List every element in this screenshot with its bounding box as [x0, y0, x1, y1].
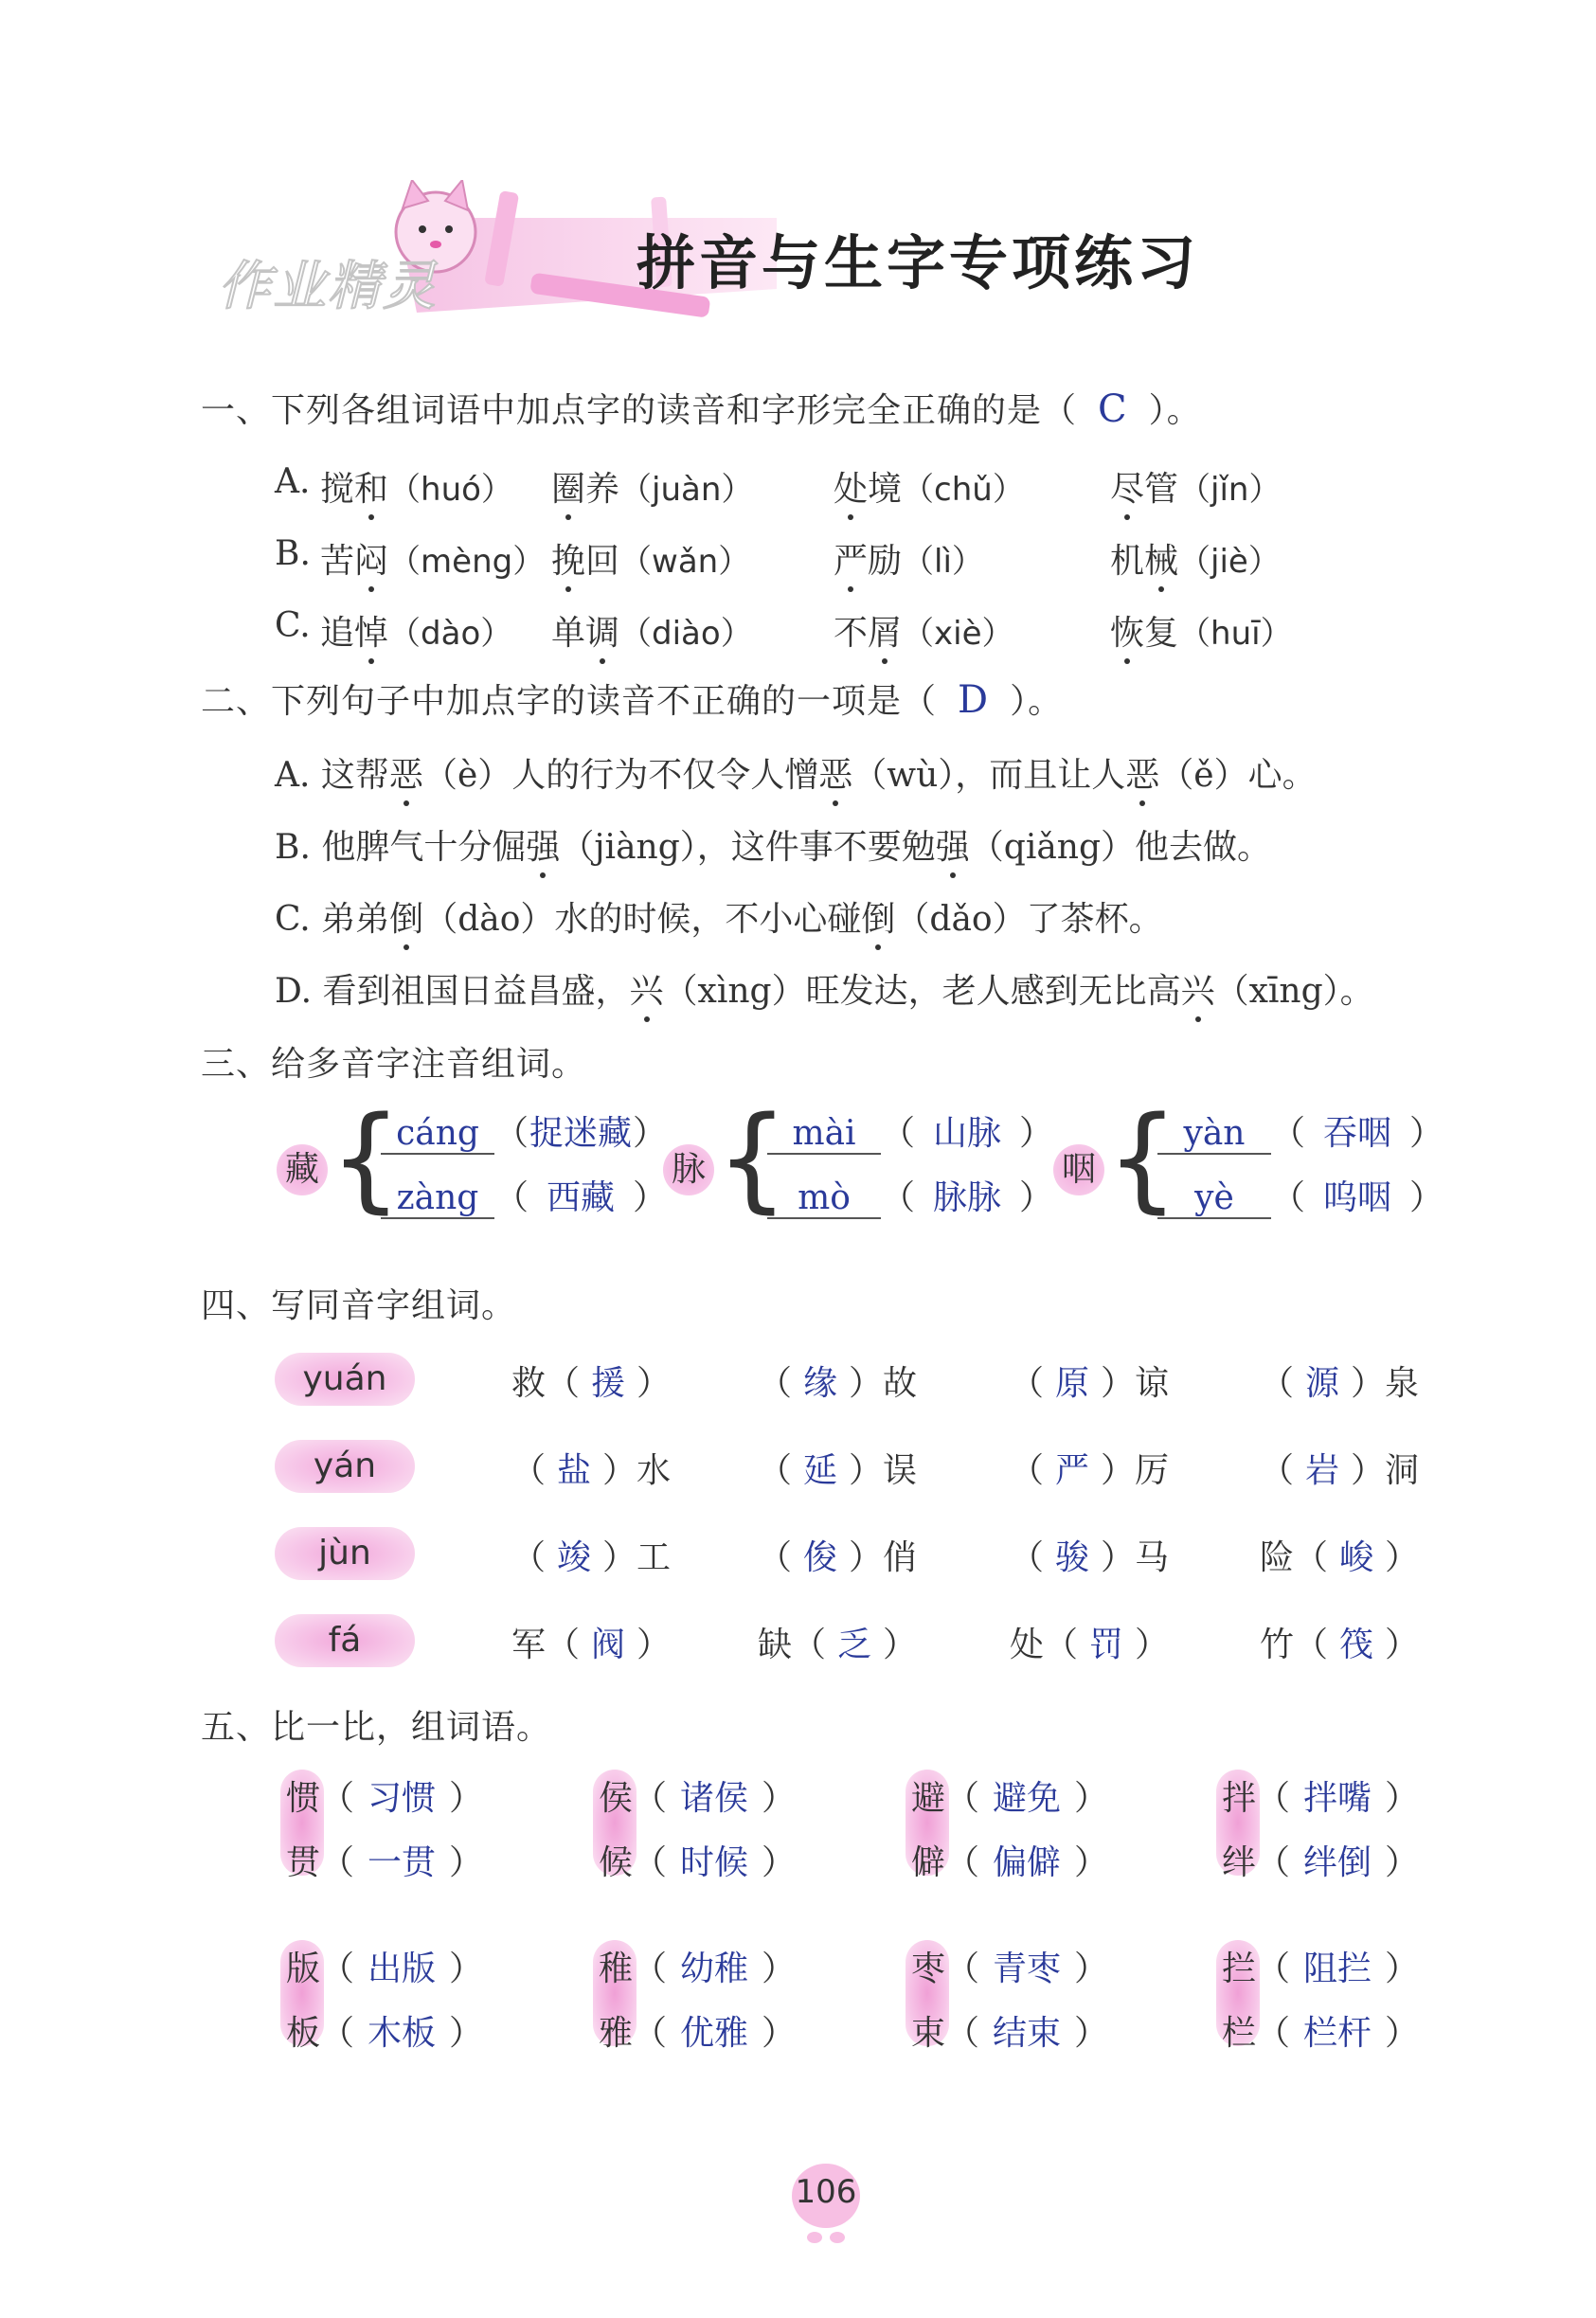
q3-line — [1157, 1171, 1444, 1219]
paren-close: ） — [1385, 1843, 1420, 1882]
q2-prompt: 二、下列句子中加点字的读音不正确的一项是（ D ）。 — [201, 678, 1064, 722]
paren-open: （ — [881, 1114, 916, 1153]
q5-line — [911, 2006, 1108, 2055]
dotted-char: 恢 — [1110, 606, 1144, 655]
q4-cell — [511, 1357, 671, 1405]
word-answer: 绊倒 — [1303, 1843, 1372, 1882]
cell-post: ）误 — [849, 1451, 918, 1490]
compare-char: 候 — [599, 1843, 634, 1882]
compare-char: 束 — [911, 2014, 946, 2053]
pinyin: （mèng） — [388, 543, 546, 581]
brace-icon: { — [1106, 1093, 1179, 1225]
q5-line — [599, 1836, 796, 1884]
q4-cell — [758, 1444, 917, 1492]
paren-close: ） — [1074, 1950, 1109, 1988]
q5-line — [1222, 2006, 1419, 2055]
brace-icon: { — [330, 1093, 403, 1225]
paren-open: （ — [494, 1114, 529, 1153]
q5-line — [1222, 1942, 1419, 1990]
q4-prompt: 四、写同音字组词。 — [201, 1286, 517, 1325]
word-post: 回 — [585, 542, 620, 581]
cell-pre: （ — [1010, 1451, 1045, 1490]
paren-close: ） — [1074, 1779, 1109, 1818]
paren-open: （ — [1256, 1843, 1291, 1882]
q5-line — [1222, 1771, 1419, 1820]
paren-close: ） — [762, 2014, 797, 2053]
q3-line — [381, 1171, 667, 1219]
cell-answer: 俊 — [803, 1538, 838, 1577]
q1-word — [1110, 606, 1293, 655]
pinyin-answer: zàng — [381, 1178, 494, 1219]
q5-line — [599, 1942, 796, 1990]
q4-cell — [1010, 1618, 1169, 1666]
word-answer: 避免 — [993, 1779, 1062, 1818]
cell-answer: 严 — [1055, 1451, 1090, 1490]
cell-answer: 竣 — [557, 1538, 592, 1577]
q2-answer: D — [958, 678, 990, 722]
paren-open: （ — [633, 1843, 668, 1882]
word-post: 养 — [585, 470, 620, 509]
paren-close: ） — [1409, 1178, 1444, 1217]
pinyin-pill: yán — [275, 1440, 415, 1493]
word-pre: 搅 — [320, 470, 355, 509]
cell-answer: 原 — [1055, 1364, 1090, 1403]
word-answer: 栏杆 — [1303, 2014, 1372, 2053]
word-answer: 脉脉 — [933, 1178, 1002, 1217]
paren-close: ） — [762, 1843, 797, 1882]
cell-pre: （ — [1260, 1451, 1295, 1490]
cell-pre: 竹（ — [1260, 1626, 1329, 1664]
q4-cell — [511, 1618, 671, 1666]
pinyin: （jiè） — [1178, 543, 1281, 581]
q5-line — [599, 1771, 796, 1820]
word-answer: 青枣 — [993, 1950, 1062, 1988]
dotted-char: 械 — [1144, 534, 1178, 583]
polyphone-char: 藏 — [277, 1144, 328, 1195]
cell-pre: （ — [1010, 1538, 1045, 1577]
dotted-char: 调 — [585, 606, 619, 655]
cell-pre: （ — [758, 1364, 793, 1403]
q4-cell — [1260, 1357, 1419, 1405]
paren-open: （ — [320, 2014, 355, 2053]
q4-cell — [511, 1444, 671, 1492]
compare-char: 稚 — [599, 1950, 634, 1988]
cell-pre: （ — [511, 1451, 547, 1490]
compare-char: 雅 — [599, 2014, 634, 2053]
word-answer: 偏僻 — [993, 1843, 1062, 1882]
word-post: 复 — [1144, 614, 1179, 653]
paren-open: （ — [945, 2014, 980, 2053]
cell-pre: （ — [758, 1538, 793, 1577]
paren-open: （ — [881, 1178, 916, 1217]
paren-close: ） — [762, 1779, 797, 1818]
word-pre: 单 — [551, 614, 586, 653]
word-pre: 机 — [1110, 542, 1145, 581]
q1-word — [834, 462, 1025, 511]
word-pre: 苦 — [320, 542, 355, 581]
cell-pre: （ — [511, 1538, 547, 1577]
page-title: 拼音与生字专项练习 — [637, 228, 1200, 297]
word-pre: 追 — [320, 614, 355, 653]
pinyin: （huī） — [1178, 615, 1293, 653]
q4-cell — [1260, 1444, 1419, 1492]
word-answer: 木板 — [368, 2014, 437, 2053]
brace-icon: { — [716, 1093, 789, 1225]
q4-cell — [1010, 1531, 1169, 1579]
paren-close: ） — [1385, 1950, 1420, 1988]
cell-pre: （ — [758, 1451, 793, 1490]
cell-answer: 岩 — [1305, 1451, 1340, 1490]
word-answer: 时候 — [680, 1843, 749, 1882]
word-answer: 诸侯 — [680, 1779, 749, 1818]
cell-pre: （ — [1010, 1364, 1045, 1403]
q4-cell — [758, 1618, 917, 1666]
paren-open: （ — [1256, 2014, 1291, 2053]
word-answer: 优雅 — [680, 2014, 749, 2053]
paren-close: ） — [762, 1950, 797, 1988]
cell-answer: 罚 — [1089, 1626, 1124, 1664]
cell-post: ）俏 — [849, 1538, 918, 1577]
paren-open: （ — [1256, 1950, 1291, 1988]
cell-post: ）洞 — [1351, 1451, 1420, 1490]
cell-post: ） — [637, 1364, 672, 1403]
q1-word — [1110, 534, 1281, 583]
cell-pre: 缺（ — [758, 1626, 827, 1664]
cell-post: ）工 — [602, 1538, 672, 1577]
q1-prompt: 一、下列各组词语中加点字的读音和字形完全正确的是（ C ）。 — [201, 387, 1202, 431]
pinyin-answer: mò — [767, 1178, 881, 1219]
pinyin-answer: yè — [1157, 1178, 1271, 1219]
word-answer: 一贯 — [368, 1843, 437, 1882]
dotted-char: 尽 — [1110, 462, 1144, 511]
cell-post: ）马 — [1101, 1538, 1170, 1577]
q1-word — [551, 534, 750, 583]
q3-line — [767, 1106, 1053, 1155]
dotted-char: 处 — [834, 462, 868, 511]
dotted-char: 圈 — [551, 462, 585, 511]
paren-open: （ — [494, 1178, 529, 1217]
page-number: 106 — [795, 2173, 857, 2211]
paren-close: ） — [449, 1779, 484, 1818]
q3-line — [381, 1106, 667, 1155]
dotted-char: 挽 — [551, 534, 585, 583]
q2-option-b: B. 他脾气十分倔强（jiàng），这件事不要勉强（qiǎng）他去做。 — [275, 820, 1271, 869]
pinyin-pill: fá — [275, 1614, 415, 1667]
pinyin-answer: cáng — [381, 1114, 494, 1155]
paren-close: ） — [1385, 2014, 1420, 2053]
compare-char: 拦 — [1222, 1950, 1257, 1988]
pinyin: （jǐn） — [1178, 471, 1282, 509]
pinyin: （juàn） — [619, 471, 754, 509]
word-pre: 不 — [834, 614, 869, 653]
q5-line — [286, 2006, 483, 2055]
pinyin: （wǎn） — [619, 543, 751, 581]
cell-answer: 乏 — [837, 1626, 872, 1664]
q1-option-label: A. — [275, 462, 311, 501]
compare-char: 惯 — [286, 1779, 321, 1818]
cell-answer: 筏 — [1339, 1626, 1374, 1664]
q3-line — [767, 1171, 1053, 1219]
q1-word — [1110, 462, 1281, 511]
pinyin: （dào） — [388, 615, 513, 653]
q5-prompt: 五、比一比，组词语。 — [201, 1708, 552, 1747]
word-answer: 山脉 — [933, 1114, 1002, 1153]
dotted-char: 闷 — [354, 534, 388, 583]
q5-line — [1222, 1836, 1419, 1884]
cell-answer: 缘 — [803, 1364, 838, 1403]
cell-post: ）故 — [849, 1364, 918, 1403]
cell-post: ）水 — [602, 1451, 672, 1490]
cell-pre: 军（ — [511, 1626, 581, 1664]
q4-cell — [758, 1357, 917, 1405]
paren-open: （ — [633, 2014, 668, 2053]
paren-open: （ — [633, 1950, 668, 1988]
cell-pre: （ — [1260, 1364, 1295, 1403]
watermark: 作业精灵 — [218, 256, 438, 317]
q1-answer: C — [1098, 387, 1128, 431]
paren-close: ） — [449, 1843, 484, 1882]
paren-close: ） — [633, 1178, 668, 1217]
word-answer: 西藏 — [547, 1178, 616, 1217]
q2-option-d: D. 看到祖国日益昌盛，兴（xìng）旺发达，老人感到无比高兴（xīng）。 — [275, 964, 1374, 1013]
paren-open: （ — [945, 1779, 980, 1818]
word-answer: 捉迷藏 — [529, 1114, 633, 1153]
q1-word — [320, 462, 513, 511]
pinyin: （diào） — [619, 615, 753, 653]
cell-post: ） — [1385, 1626, 1420, 1664]
cell-post: ） — [883, 1626, 918, 1664]
paren-open: （ — [945, 1950, 980, 1988]
compare-char: 拌 — [1222, 1779, 1257, 1818]
cell-answer: 峻 — [1339, 1538, 1374, 1577]
q2-option-a: A. 这帮恶（è）人的行为不仅令人憎恶（wù），而且让人恶（ě）心。 — [275, 748, 1317, 797]
word-answer: 结束 — [993, 2014, 1062, 2053]
word-post: 管 — [1144, 470, 1179, 509]
word-answer: 呜咽 — [1323, 1178, 1392, 1217]
dotted-char: 和 — [354, 462, 388, 511]
compare-char: 枣 — [911, 1950, 946, 1988]
q1-option-label: B. — [275, 534, 311, 573]
word-post: 励 — [868, 542, 903, 581]
paren-close: ） — [1074, 2014, 1109, 2053]
q4-cell — [758, 1531, 917, 1579]
word-answer: 拌嘴 — [1303, 1779, 1372, 1818]
q1-word — [834, 534, 984, 583]
paren-open: （ — [320, 1843, 355, 1882]
q1-word — [551, 462, 753, 511]
q4-cell — [1010, 1357, 1169, 1405]
cell-answer: 盐 — [557, 1451, 592, 1490]
cell-pre: 险（ — [1260, 1538, 1329, 1577]
paren-close: ） — [1019, 1178, 1054, 1217]
q5-line — [911, 1942, 1108, 1990]
compare-char: 绊 — [1222, 1843, 1257, 1882]
q5-line — [911, 1836, 1108, 1884]
cell-post: ） — [1385, 1538, 1420, 1577]
cell-post: ） — [637, 1626, 672, 1664]
dotted-char: 屑 — [868, 606, 902, 655]
q5-line — [286, 1942, 483, 1990]
cell-post: ）泉 — [1351, 1364, 1420, 1403]
paren-open: （ — [320, 1950, 355, 1988]
q2-option-c: C. 弟弟倒（dào）水的时候，不小心碰倒（dǎo）了茶杯。 — [275, 892, 1163, 941]
compare-char: 板 — [286, 2014, 321, 2053]
cell-pre: 救（ — [511, 1364, 581, 1403]
q1-word — [834, 606, 1014, 655]
paren-close: ） — [1019, 1114, 1054, 1153]
paren-close: ） — [1385, 1779, 1420, 1818]
compare-char: 侯 — [599, 1779, 634, 1818]
paren-close: ） — [449, 2014, 484, 2053]
pinyin: （xiè） — [902, 615, 1014, 653]
word-post: 境 — [868, 470, 903, 509]
q3-line — [1157, 1106, 1444, 1155]
q5-line — [599, 2006, 796, 2055]
paren-close: ） — [1074, 1843, 1109, 1882]
q5-line — [286, 1771, 483, 1820]
paren-close: ） — [1409, 1114, 1444, 1153]
paren-close: ） — [449, 1950, 484, 1988]
q1-word — [551, 606, 753, 655]
cell-answer: 阀 — [591, 1626, 626, 1664]
q1-option-label: C. — [275, 606, 311, 645]
q3-prompt: 三、给多音字注音组词。 — [201, 1045, 587, 1084]
q4-cell — [1260, 1531, 1419, 1579]
word-answer: 习惯 — [368, 1779, 437, 1818]
word-answer: 阻拦 — [1303, 1950, 1372, 1988]
pinyin: （huó） — [388, 471, 513, 509]
paren-open: （ — [945, 1843, 980, 1882]
pinyin-answer: yàn — [1157, 1114, 1271, 1155]
paren-open: （ — [633, 1779, 668, 1818]
q1-word — [320, 534, 545, 583]
cell-answer: 援 — [591, 1364, 626, 1403]
compare-char: 避 — [911, 1779, 946, 1818]
dotted-char: 严 — [834, 534, 868, 583]
q5-line — [911, 1771, 1108, 1820]
compare-char: 贯 — [286, 1843, 321, 1882]
word-answer: 吞咽 — [1323, 1114, 1392, 1153]
paren-open: （ — [1271, 1114, 1306, 1153]
word-answer: 出版 — [368, 1950, 437, 1988]
compare-char: 栏 — [1222, 2014, 1257, 2053]
q4-cell — [1010, 1444, 1169, 1492]
dotted-char: 悼 — [354, 606, 388, 655]
compare-char: 版 — [286, 1950, 321, 1988]
q5-line — [286, 1836, 483, 1884]
polyphone-char: 咽 — [1053, 1144, 1104, 1195]
compare-char: 僻 — [911, 1843, 946, 1882]
pinyin: （chǔ） — [902, 471, 1025, 509]
paren-open: （ — [1271, 1178, 1306, 1217]
pinyin-pill: jùn — [275, 1527, 415, 1580]
q1-word — [320, 606, 512, 655]
paren-open: （ — [1256, 1779, 1291, 1818]
cell-pre: 处（ — [1010, 1626, 1079, 1664]
paren-close: ） — [633, 1114, 668, 1153]
paren-open: （ — [320, 1779, 355, 1818]
cell-answer: 延 — [803, 1451, 838, 1490]
pinyin: （lì） — [902, 543, 984, 581]
polyphone-char: 脉 — [663, 1144, 714, 1195]
cell-answer: 骏 — [1055, 1538, 1090, 1577]
cell-answer: 源 — [1305, 1364, 1340, 1403]
q4-cell — [511, 1531, 671, 1579]
pinyin-pill: yuán — [275, 1353, 415, 1406]
word-answer: 幼稚 — [680, 1950, 749, 1988]
cell-post: ）谅 — [1101, 1364, 1170, 1403]
q4-cell — [1260, 1618, 1419, 1666]
pinyin-answer: mài — [767, 1114, 881, 1155]
cell-post: ） — [1135, 1626, 1170, 1664]
cell-post: ）厉 — [1101, 1451, 1170, 1490]
